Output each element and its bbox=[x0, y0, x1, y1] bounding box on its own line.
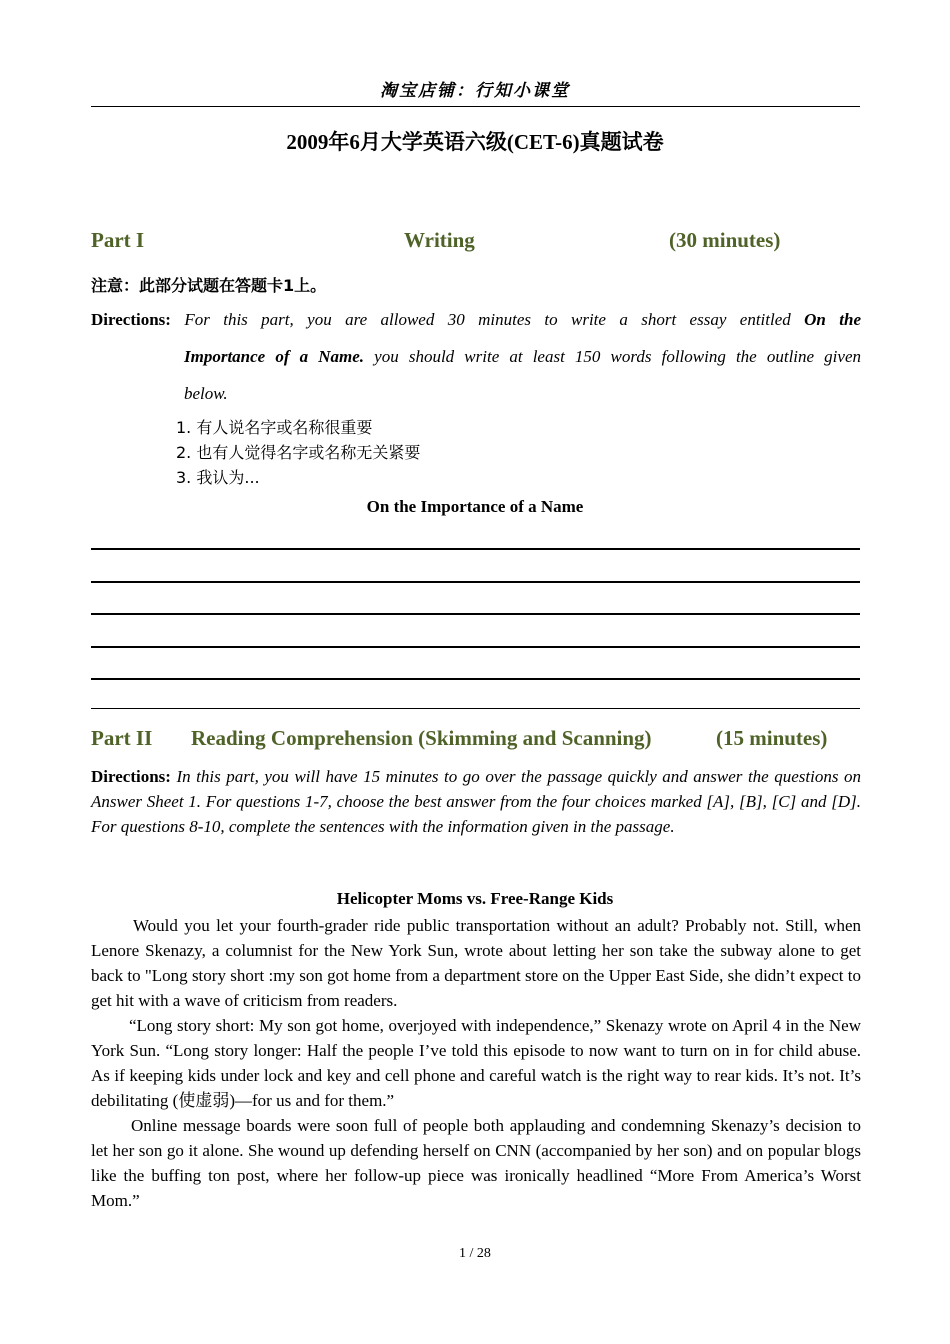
outline-item: 1. 有人说名字或名称很重要 bbox=[176, 418, 373, 437]
writing-line bbox=[91, 613, 860, 615]
essay-topic-part1: On the bbox=[804, 310, 861, 329]
outline-item: 3. 我认为... bbox=[176, 468, 260, 487]
part1-directions-line3: below. bbox=[184, 384, 228, 403]
header-store-name: 淘宝店铺：行知小课堂 bbox=[380, 81, 570, 101]
directions-label: Directions: bbox=[91, 767, 171, 786]
page-number: 1 / 28 bbox=[459, 1246, 491, 1261]
section-divider bbox=[91, 708, 860, 709]
passage-title: Helicopter Moms vs. Free-Range Kids bbox=[336, 889, 614, 908]
writing-line bbox=[91, 646, 860, 648]
writing-line bbox=[91, 581, 860, 583]
part2-label: Part II bbox=[91, 726, 153, 750]
passage-body bbox=[91, 913, 861, 1213]
part2-section: Reading Comprehension (Skimming and Scanning) bbox=[191, 726, 652, 750]
part2-time: (15 minutes) bbox=[716, 726, 828, 750]
directions-text-2: you should write at least 150 words following the outline given bbox=[374, 347, 861, 366]
header-divider bbox=[91, 106, 860, 107]
essay-title: On the Importance of a Name bbox=[366, 497, 584, 516]
passage-paragraph: Online message boards were soon full of people both applauding and condemning Skenazy’s decision to let her son go it alone. She wound up defending herself on CNN (accompanied by her son) and on popular blogs like the buffing ton post, where her follow-up piece was ironically headlined “More From America’s Worst Mom.” bbox=[91, 1116, 861, 1210]
passage-paragraph: Would you let your fourth-grader ride public transportation without an adult? Probably not. Still, when Lenore Skenazy, a columnist for the New York Sun, wrote about letting her son take the subway alone to get back to "Long story short :my son got home from a department store on the Upper East Side, she didn’t expect to get hit with a wave of criticism from readers. bbox=[91, 916, 861, 1010]
part1-label: Part I bbox=[91, 228, 145, 252]
writing-line bbox=[91, 678, 860, 680]
essay-topic-part2: Importance of a Name. bbox=[184, 347, 365, 366]
part1-directions-line1 bbox=[91, 310, 861, 330]
writing-line bbox=[91, 548, 860, 550]
part2-directions-text: In this part, you will have 15 minutes to go over the passage quickly and answer the questions on Answer Sheet 1. For questions 1-7, choose the best answer from the four choices marked [A], [B], [C] and [D]. For questions 8-10, complete the sentences with the information given in the passage. bbox=[91, 767, 861, 836]
page-title: 2009年6月大学英语六级(CET-6)真题试卷 bbox=[286, 130, 664, 154]
part1-directions-line2 bbox=[184, 347, 861, 367]
part1-note: 注意：此部分试题在答题卡1上。 bbox=[91, 276, 327, 295]
part1-section: Writing bbox=[404, 228, 475, 252]
passage-paragraph: “Long story short: My son got home, overjoyed with independence,” Skenazy wrote on April 4 in the New York Sun. “Long story longer: Half the people I’ve told this episode to now want to turn on in for child abuse. As if keeping kids under lock and key and cell phone and careful watch is the right way to rear kids. It’s not. It’s debilitating (使虚弱)—for us and for them.” bbox=[91, 1016, 861, 1110]
directions-label: Directions: bbox=[91, 310, 171, 329]
part2-directions bbox=[91, 764, 861, 839]
part1-time: (30 minutes) bbox=[669, 228, 781, 252]
outline-item: 2. 也有人觉得名字或名称无关紧要 bbox=[176, 443, 421, 462]
directions-text-1: For this part, you are allowed 30 minutes to write a short essay entitled bbox=[184, 310, 791, 329]
